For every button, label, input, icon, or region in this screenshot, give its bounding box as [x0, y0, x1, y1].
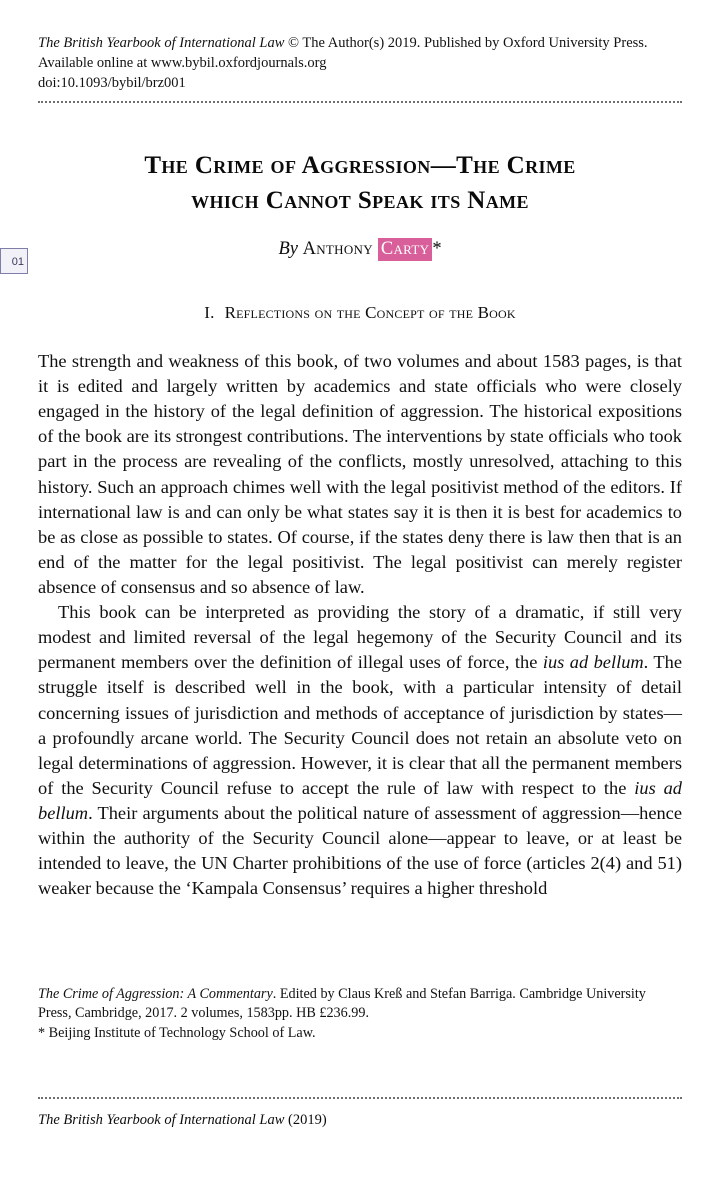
page-title [38, 148, 682, 219]
footnote-book-reference [38, 985, 682, 1024]
page-title-line-1: The Crime of Aggression—The Crime [144, 151, 576, 179]
author-name-highlighted: Carty [378, 238, 432, 261]
running-footer-year: (2019) [284, 1112, 327, 1128]
author-footnote-marker: * [432, 239, 442, 259]
masthead-journal-title: The British Yearbook of International Law [38, 35, 285, 51]
footnote-author-affiliation: * Beijing Institute of Technology School of Law. [38, 1024, 316, 1041]
page-title-line-2: which Cannot Speak its Name [191, 187, 529, 215]
footnote-book-title: The Crime of Aggression: A Commentary [38, 986, 273, 1002]
running-footer [38, 1112, 682, 1129]
byline [38, 239, 682, 260]
paragraph-1: The strength and weakness of this book, of two volumes and about 1583 pages, is that it is edited and largely written by academics and state officials who were closely engaged in the history of the legal definition of aggression. The historical expositions of the book are its strongest contributions. The interventions by state officials who took part in the process are revealing of the conflicts, mostly unresolved, attaching to this history. Such an approach chimes well with the legal positivist method of the editors. If international law is and can only be what states say it is then it is best for academics to be as close as possible to states. Of course, if the states deny there is law then that is an end of the matter for the legal positivist. The legal positivist can merely register absence of consensus and so absence of law. [38, 351, 682, 597]
masthead-rights: © The Author(s) 2019. Published by Oxford University Press. Available online at www.bybil.oxfordjournals.org [38, 35, 648, 71]
footer-divider [38, 1097, 682, 1099]
margin-page-marker-label: 01 [11, 256, 24, 268]
section-title: Reflections on the Concept of the Book [224, 303, 516, 322]
paragraph-2-italic-1: ius ad bellum [542, 652, 644, 673]
paragraph-2 [38, 600, 682, 901]
masthead-doi: doi:10.1093/bybil/brz001 [38, 75, 186, 91]
paragraph-2-italic-2: ius ad bellum [38, 777, 683, 823]
body-text [38, 349, 682, 901]
author-name-first: Anthony [302, 239, 378, 259]
section-heading [38, 303, 682, 323]
margin-page-marker [0, 248, 28, 274]
paragraph-2-part-1: This book can be interpreted as providing the story of a dramatic, if still very modest and limited reversal of the legal hegemony of the Security Council and its permanent members over the definition of illegal uses of force, the [38, 602, 682, 673]
footnotes [38, 985, 682, 1043]
footnote-book-detail: . Edited by Claus Kreß and Stefan Barriga. Cambridge University Press, Cambridge, 2017. 2 volumes, 1583pp. HB £236.99. [38, 986, 646, 1022]
paragraph-2-part-2: . The struggle itself is described well in the book, with a particular intensity of detail concerning issues of jurisdiction and methods of acceptance of jurisdiction by states—a profoundly arcane world. The Security Council does not retain an absolute veto on legal determinations of aggression. However, it is clear that all the permanent members of the Security Council refuse to accept the rule of law with respect to the [38, 652, 682, 798]
running-footer-journal: The British Yearbook of International Law [38, 1112, 285, 1128]
masthead [38, 33, 682, 93]
paragraph-2-part-3: . Their arguments about the political nature of assessment of aggression—hence within the authority of the Security Council alone—appear to leave, or at least be intended to leave, the UN Charter prohibitions of the use of force (articles 2(4) and 51) weaker because the ‘Kampala Consensus’ requires a higher threshold [38, 802, 682, 899]
section-number: I. [204, 303, 215, 322]
byline-prefix: By [278, 239, 303, 259]
header-divider [38, 101, 682, 103]
